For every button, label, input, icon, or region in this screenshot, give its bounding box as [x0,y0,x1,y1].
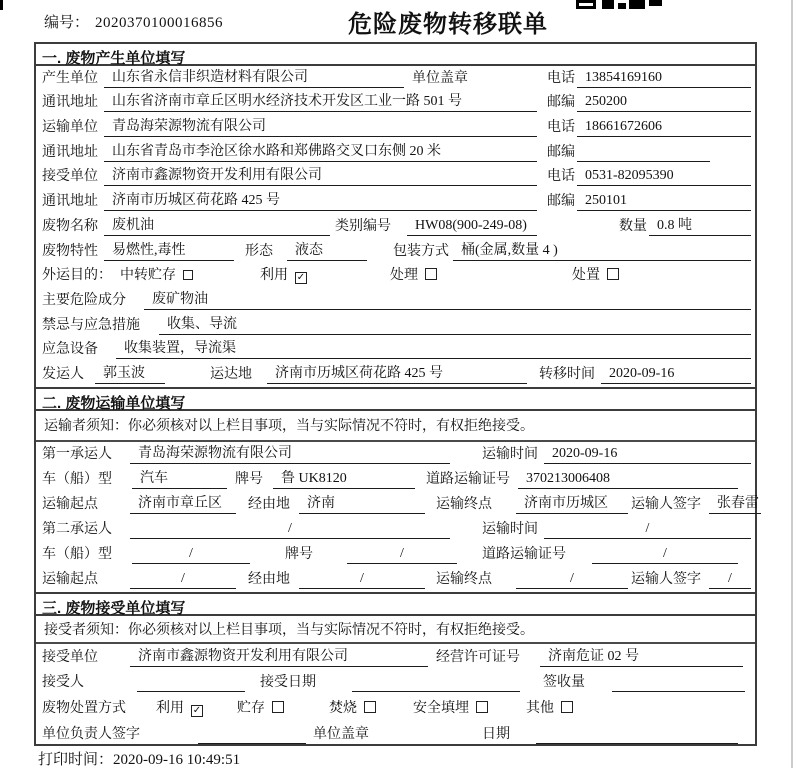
field-label: 运输人签字 [631,571,701,587]
checkbox-group [237,700,284,718]
field-value: 济南 [299,495,425,514]
checkbox-checked-icon: ✓ [192,705,202,717]
field-value: 鲁 UK8120 [273,470,415,489]
form-row [36,695,755,721]
field-value: 汽车 [132,470,227,489]
field-value: 济南危证 02 号 [540,648,743,667]
field-value: 济南市章丘区 [130,495,236,514]
field-label: 数量 [619,218,647,234]
field-label: 通讯地址 [42,144,98,160]
note-text: 接受者须知：你必须核对以上栏目事项，当与实际情况不符时，有权拒绝接受。 [36,616,755,644]
field-value: 易燃性,毒性 [104,242,234,261]
checkbox-group [260,267,307,285]
field-value [536,725,738,744]
field-label: 形态 [245,243,273,259]
field-value: 0.8 吨 [649,217,751,236]
checkbox-group [120,267,193,285]
field-label: 接受单位 [42,169,98,185]
field-label: 经由地 [248,571,290,587]
field-label: 运输人签字 [631,496,701,512]
checkbox-label: 其他 [526,701,554,717]
checkbox-unchecked-icon [364,701,376,713]
qr-block-icon [618,3,626,9]
checkbox-group [329,700,376,718]
checkbox-unchecked-icon [425,268,437,280]
field-value: 废机油 [104,217,330,236]
field-value: / [130,520,450,539]
print-time-value: 2020-09-16 10:49:51 [113,752,241,768]
checkbox-unchecked-icon [476,701,488,713]
field-label: 废物名称 [42,218,98,234]
field-label: 日期 [482,726,510,742]
field-value: 济南市鑫源物资开发利用有限公司 [104,167,537,186]
field-value: 山东省永信非织造材料有限公司 [104,69,404,88]
checkbox-unchecked-icon [561,701,573,713]
field-value: / [132,545,250,564]
field-label: 废物特性 [42,243,98,259]
section-title: 三. 废物接受单位填写 [36,592,755,616]
field-label: 运输单位 [42,120,98,136]
form-row [36,264,755,289]
checkbox-label: 处理 [390,268,418,284]
field-label: 经营许可证号 [436,649,520,665]
field-value [137,673,245,692]
form-row [36,467,755,492]
checkbox-label: 焚烧 [329,701,357,717]
print-time-label: 打印时间： [38,752,114,768]
checkbox-label: 贮存 [237,701,265,717]
field-value: 收集、导流 [159,316,751,335]
field-value: / [130,570,236,589]
field-label: 车（船）型 [42,471,112,487]
checkbox-group [390,267,437,285]
static-text: 单位盖章 [412,70,468,86]
field-value: 收集装置，导流渠 [116,340,751,359]
field-value: 液态 [287,242,367,261]
print-time [38,748,240,769]
field-label: 禁忌与应急措施 [42,317,140,333]
field-value: 废矿物油 [144,291,751,310]
field-label: 主要危险成分 [42,292,126,308]
field-value: / [709,570,751,589]
form-row [36,66,755,91]
field-label: 单位负责人签字 [42,726,140,742]
checkbox-unchecked-icon [607,268,619,280]
field-value [198,725,306,744]
field-value: / [516,570,628,589]
checkbox-group [526,700,573,718]
field-label: 废物处置方式 [42,701,126,717]
form-row [36,313,755,338]
form-row [36,670,755,696]
field-label: 运输起点 [42,571,98,587]
field-value: / [299,570,425,589]
field-label: 电话 [547,120,575,136]
section-producer [36,44,755,387]
form-row [36,362,755,387]
qr-block-icon [629,0,645,9]
field-label: 接受人 [42,675,84,691]
doc-number-label: 编号： [44,15,90,31]
field-value: 桶(金属,数量 4 ) [453,242,751,261]
field-value: / [592,545,738,564]
field-value: 13854169160 [577,69,751,88]
field-value: 济南市鑫源物资开发利用有限公司 [130,648,428,667]
field-value: 2020-09-16 [544,445,751,464]
section-receiver [36,592,755,747]
checkbox-checked-icon: ✓ [296,272,306,284]
form-row [36,288,755,313]
field-label: 邮编 [547,194,575,210]
field-label: 运输起点 [42,496,98,512]
field-label: 车（船）型 [42,546,112,562]
field-value: 济南市历城区荷花路 425 号 [104,192,537,211]
form-row [36,517,755,542]
qr-block-icon [649,0,662,6]
page-edge-line [791,0,793,768]
field-value: 0531-82095390 [577,167,751,186]
field-value: 山东省青岛市李沧区徐水路和郑佛路交叉口东侧 20 米 [104,143,537,162]
doc-number-value: 2020370100016856 [95,15,224,31]
field-value: 370213006408 [518,470,738,489]
field-label: 产生单位 [42,70,98,86]
manifest-table [34,42,757,746]
field-label: 道路运输证号 [426,471,510,487]
section-title: 二. 废物运输单位填写 [36,387,755,411]
field-value: 青岛海荣源物流有限公司 [130,445,450,464]
form-row [36,165,755,190]
field-value: 山东省济南市章丘区明水经济技术开发区工业一路 501 号 [104,93,537,112]
checkbox-label: 安全填埋 [413,701,469,717]
field-label: 邮编 [547,95,575,111]
field-label: 通讯地址 [42,95,98,111]
field-label: 类别编号 [335,218,391,234]
form-row [36,91,755,116]
form-row [36,721,755,747]
form-row [36,567,755,592]
field-value: 2020-09-16 [601,365,751,384]
form-row [36,115,755,140]
field-value [577,143,710,162]
field-value: 18661672606 [577,118,751,137]
field-value [352,673,520,692]
form-row [36,492,759,517]
field-label: 第二承运人 [42,521,112,537]
section-title: 一. 废物产生单位填写 [36,44,755,66]
field-label: 经由地 [248,496,290,512]
form-row [36,239,755,264]
field-label: 转移时间 [539,366,595,382]
page-corner-artifact [0,0,3,10]
checkbox-unchecked-icon [272,701,284,713]
note-text: 运输者须知：你必须核对以上栏目事项，当与实际情况不符时，有权拒绝接受。 [36,411,755,442]
field-label: 第一承运人 [42,446,112,462]
field-label: 牌号 [235,471,263,487]
form-row [36,542,755,567]
field-label: 运输时间 [482,521,538,537]
form-row [36,140,755,165]
page-title: 危险废物转移联单 [348,11,548,38]
field-label: 电话 [547,169,575,185]
field-label: 道路运输证号 [482,546,566,562]
field-value: / [347,545,457,564]
field-label: 运输终点 [436,496,492,512]
field-label: 运输时间 [482,446,538,462]
field-label: 运达地 [210,366,252,382]
field-value: 济南市历城区 [516,495,628,514]
form-row [36,189,755,214]
checkbox-unchecked-icon [183,270,193,280]
checkbox-group [156,700,203,718]
checkbox-group [413,700,488,718]
qr-stamp-fragment [576,0,664,10]
field-label: 通讯地址 [42,194,98,210]
field-value: 济南市历城区荷花路 425 号 [267,365,527,384]
field-label: 接受日期 [260,675,316,691]
field-label: 电话 [547,70,575,86]
static-text: 单位盖章 [313,726,369,742]
field-label: 牌号 [285,546,313,562]
checkbox-group [572,267,619,285]
field-label: 外运目的： [42,268,112,284]
form-row [36,338,755,363]
field-label: 包装方式 [393,243,449,259]
field-value: 250101 [577,192,751,211]
qr-block-icon [602,0,614,9]
form-row [36,442,755,467]
field-label: 应急设备 [42,342,98,358]
field-label: 邮编 [547,144,575,160]
checkbox-label: 利用 [156,701,184,717]
form-row [36,644,755,670]
field-value: 郭玉波 [95,365,165,384]
field-value: HW08(900-249-08) [407,217,537,236]
section-transporter [36,387,759,592]
field-value [612,673,745,692]
field-value: 张春雷 [709,495,761,514]
field-label: 发运人 [42,366,84,382]
field-label: 接受单位 [42,649,98,665]
field-value: 青岛海荣源物流有限公司 [104,118,537,137]
field-value: 250200 [577,93,751,112]
qr-block-icon [576,0,596,9]
form-row [36,214,755,239]
checkbox-label: 中转贮存 [120,268,176,284]
field-value: / [544,520,751,539]
field-label: 运输终点 [436,571,492,587]
checkbox-label: 处置 [572,268,600,284]
checkbox-label: 利用 [260,268,288,284]
field-label: 签收量 [543,675,585,691]
